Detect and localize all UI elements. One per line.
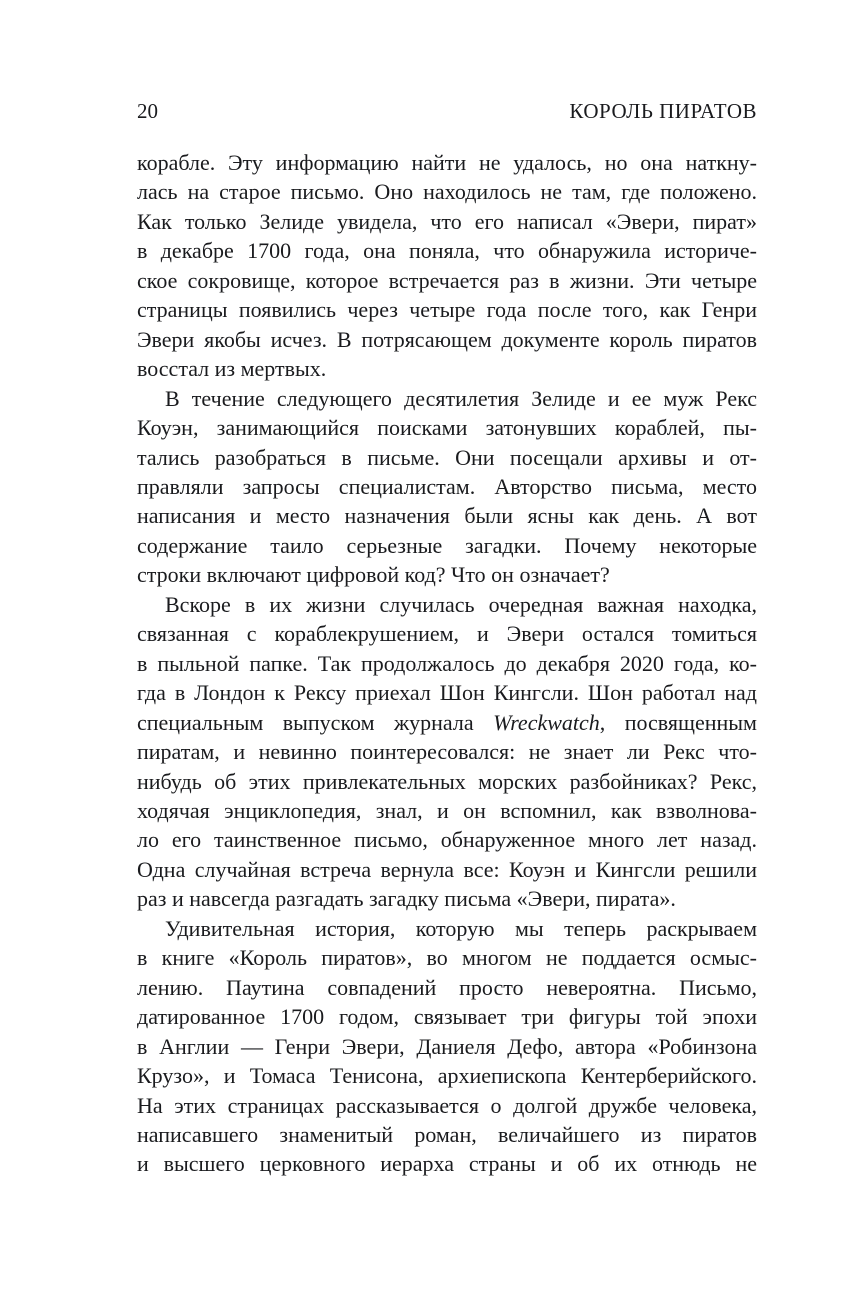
text-line: ходячая энциклопедия, знал, и он вспомнил, как взволнова- bbox=[137, 797, 757, 823]
text-line: восстал из мертвых. bbox=[137, 356, 327, 382]
text-segment: , посвященным bbox=[599, 709, 757, 735]
text-line: В течение следующего десятилетия Зелиде и ее муж Рекс bbox=[165, 385, 757, 411]
text-line: и высшего церковного иерарха страны и об их отнюдь не bbox=[137, 1151, 757, 1177]
text-line: в книге «Король пиратов», во многом не поддается осмыс- bbox=[137, 945, 757, 971]
text-line: правляли запросы специалистам. Авторство письма, место bbox=[137, 473, 757, 499]
text-line: нибудь об этих привлекательных морских разбойниках? Рекс, bbox=[137, 768, 757, 794]
text-line: Одна случайная встреча вернула все: Коуэн и Кингсли решили bbox=[137, 856, 757, 882]
text-line: корабле. Эту информацию найти не удалось, но она наткну- bbox=[137, 150, 757, 175]
text-segment: специальным выпуском журнала bbox=[137, 709, 494, 735]
running-title: КОРОЛЬ ПИРАТОВ bbox=[569, 99, 757, 123]
text-line: Вскоре в их жизни случилась очередная важная находка, bbox=[165, 591, 757, 617]
text-line: написавшего знаменитый роман, величайшего из пиратов bbox=[137, 1121, 757, 1147]
text-line: Коуэн, занимающийся поисками затонувших кораблей, пы- bbox=[137, 415, 757, 441]
paragraph bbox=[137, 914, 757, 1179]
text-line: На этих страницах рассказывается о долгой дружбе человека, bbox=[137, 1092, 757, 1118]
text-line: лению. Паутина совпадений просто невероятна. Письмо, bbox=[137, 974, 757, 1000]
text-line: страницы появились через четыре года после того, как Генри bbox=[137, 297, 757, 323]
text-line: написания и место назначения были ясны как день. А вот bbox=[137, 503, 757, 529]
page-number: 20 bbox=[137, 99, 158, 123]
paragraph bbox=[137, 384, 757, 590]
text-line: тались разобраться в письме. Они посещали архивы и от- bbox=[137, 444, 757, 470]
text-line: содержание таило серьезные загадки. Почему некоторые bbox=[137, 532, 757, 558]
text-line: гда в Лондон к Рексу приехал Шон Кингсли. Шон работал над bbox=[137, 680, 757, 706]
text-line: в пыльной папке. Так продолжалось до декабря 2020 года, ко- bbox=[137, 650, 757, 676]
text-line: Как только Зелиде увидела, что его написал «Эвери, пират» bbox=[137, 208, 757, 234]
paragraph bbox=[137, 148, 757, 384]
text-line: датированное 1700 годом, связывает три фигуры той эпохи bbox=[137, 1004, 757, 1030]
text-line bbox=[137, 708, 757, 737]
text-line: ло его таинственное письмо, обнаруженное много лет назад. bbox=[137, 827, 757, 853]
text-line: строки включают цифровой код? Что он означает? bbox=[137, 562, 610, 588]
text-body bbox=[137, 148, 757, 1179]
text-line: пиратам, и невинно поинтересовался: не знает ли Рекс что- bbox=[137, 739, 757, 765]
text-line: ское сокровище, которое встречается раз в жизни. Эти четыре bbox=[137, 267, 757, 293]
paragraph bbox=[137, 590, 757, 914]
text-line: связанная с кораблекрушением, и Эвери остался томиться bbox=[137, 621, 757, 647]
text-line: лась на старое письмо. Оно находилось не там, где положено. bbox=[137, 179, 757, 205]
page-header bbox=[137, 99, 757, 123]
text-line: раз и навсегда разгадать загадку письма «Эвери, пирата». bbox=[137, 886, 676, 912]
italic-text-segment: Wreckwatch bbox=[493, 709, 600, 735]
text-line: в Англии — Генри Эвери, Даниеля Дефо, автора «Робинзона bbox=[137, 1033, 757, 1059]
text-line: в декабре 1700 года, она поняла, что обнаружила историче- bbox=[137, 238, 757, 264]
text-line: Удивительная история, которую мы теперь раскрываем bbox=[165, 915, 757, 941]
text-line: Крузо», и Томаса Тенисона, архиепископа Кентерберийского. bbox=[137, 1063, 757, 1089]
text-line: Эвери якобы исчез. В потрясающем документе король пиратов bbox=[137, 326, 757, 352]
